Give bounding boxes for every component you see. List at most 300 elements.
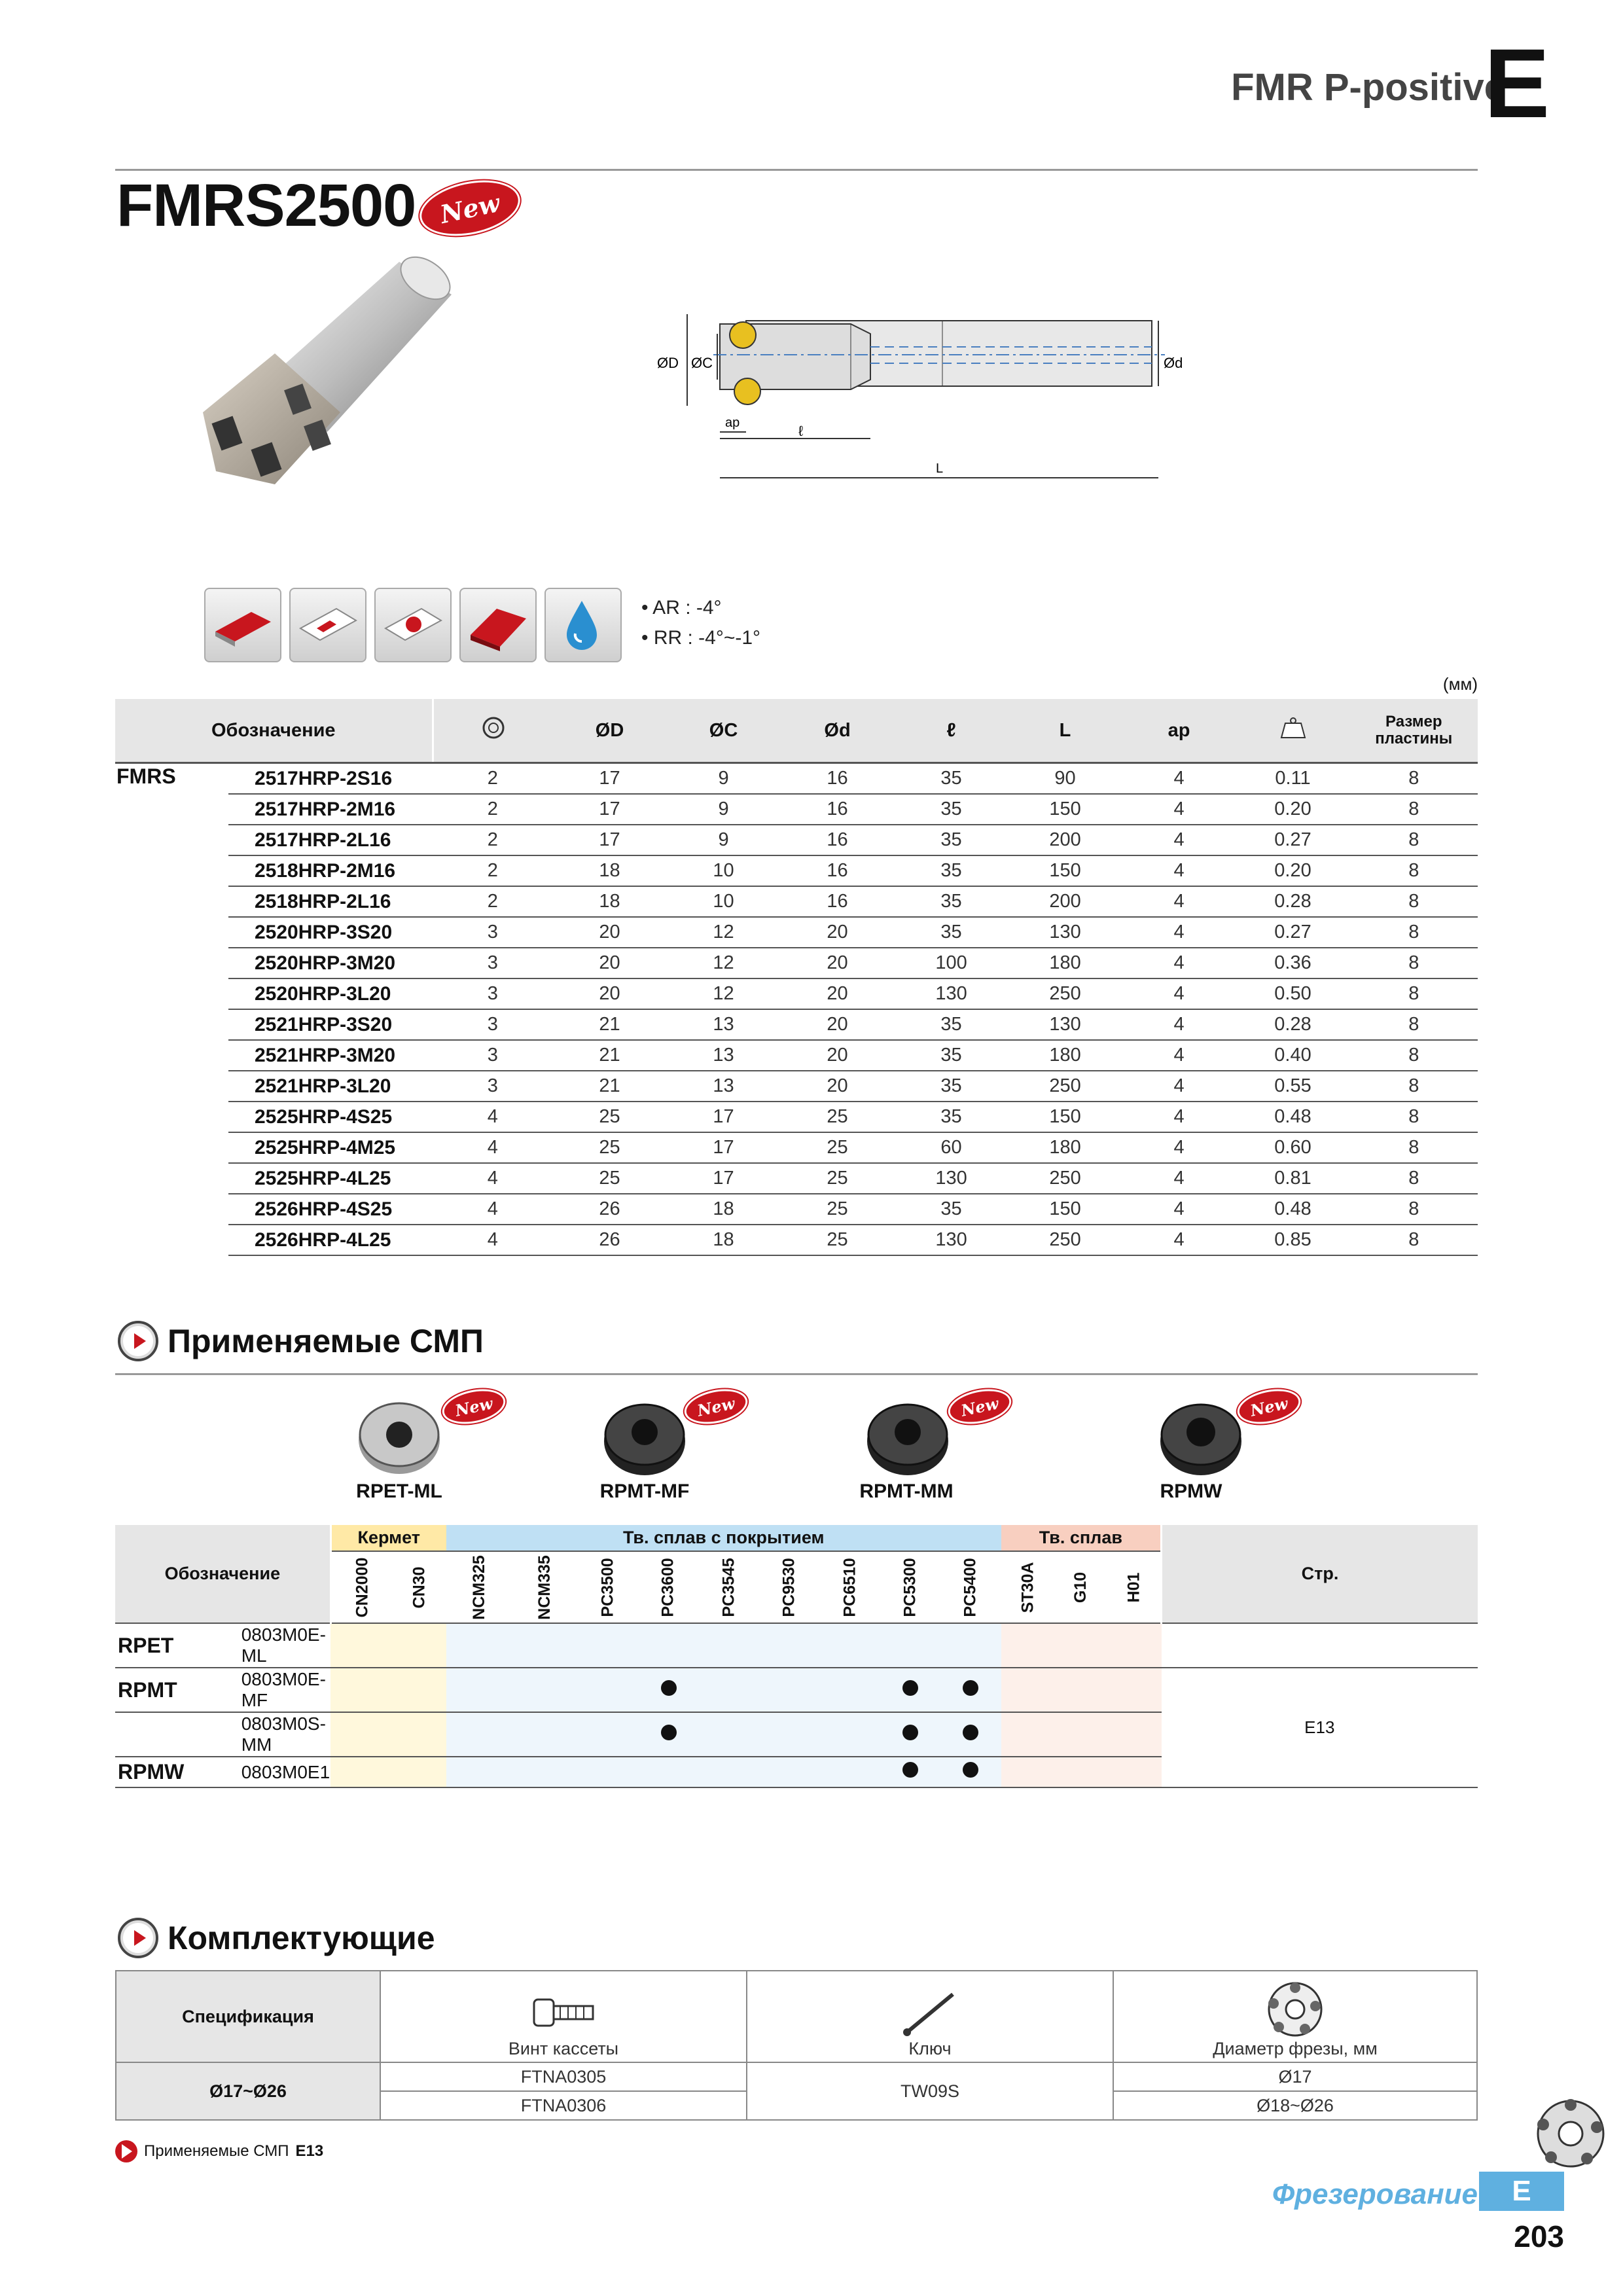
designation-cell: 2518HRP-2M16 [228, 855, 433, 886]
value-cell: 130 [895, 1225, 1008, 1255]
value-cell: 0.27 [1236, 825, 1350, 855]
value-cell: 180 [1008, 1040, 1122, 1071]
grade-header-label: CN30 [410, 1566, 429, 1608]
inserts-title-text: Применяемые СМП [168, 1323, 484, 1359]
table-row [115, 978, 1478, 1009]
value-cell: 12 [667, 948, 781, 978]
grade-cell [1001, 1757, 1055, 1787]
value-cell: 25 [553, 1132, 667, 1163]
value-cell: 2 [433, 763, 553, 795]
diameter-value-2: Ø18~Ø26 [1113, 2091, 1477, 2120]
value-cell: 130 [1008, 917, 1122, 948]
value-cell: 20 [553, 948, 667, 978]
value-cell: 20 [781, 1040, 895, 1071]
availability-dot-icon [963, 1762, 978, 1778]
page-ref: E13 [1162, 1668, 1478, 1787]
l-big-header: L [1008, 699, 1122, 763]
table-row [115, 1071, 1478, 1102]
grade-cell [1001, 1712, 1055, 1757]
grade-header-label: PC6510 [840, 1557, 859, 1617]
insert-rpmw-image [1152, 1394, 1250, 1479]
value-cell: 0.20 [1236, 794, 1350, 825]
insert-label-rpmt-mm: RPMT-MM [859, 1480, 954, 1502]
insert-new-badge-1: New [439, 1384, 508, 1429]
value-cell: 35 [895, 855, 1008, 886]
diameter-column [1113, 1971, 1477, 2062]
insert-code: 0803M0E-ML [241, 1623, 330, 1668]
grade-cell [446, 1757, 512, 1787]
designation-cell: 2520HRP-3L20 [228, 978, 433, 1009]
value-cell: 26 [553, 1225, 667, 1255]
grade-cell [330, 1623, 393, 1668]
value-cell: 130 [1008, 1009, 1122, 1040]
value-cell: 8 [1350, 1225, 1478, 1255]
value-cell: 3 [433, 1040, 553, 1071]
grade-cell [512, 1668, 578, 1712]
insert-code: 0803M0E-MF [241, 1668, 330, 1712]
value-cell: 8 [1350, 917, 1478, 948]
weight-header [1236, 699, 1350, 763]
designation-cell: 2526HRP-4L25 [228, 1225, 433, 1255]
grade-header-label: PC3545 [719, 1557, 738, 1617]
value-cell: 12 [667, 917, 781, 948]
spec-label: Спецификация [116, 1971, 380, 2062]
value-cell: 20 [781, 1071, 895, 1102]
value-cell: 8 [1350, 948, 1478, 978]
value-cell: 13 [667, 1040, 781, 1071]
value-cell: 90 [1008, 763, 1122, 795]
od-header: ØD [553, 699, 667, 763]
radial-rake-angle: • RR : -4°~-1° [641, 627, 761, 649]
value-cell: 250 [1008, 1071, 1122, 1102]
grade-cell [512, 1712, 578, 1757]
insert-family [115, 1712, 241, 1757]
value-cell: 35 [895, 825, 1008, 855]
value-cell: 20 [553, 978, 667, 1009]
grade-cell [512, 1757, 578, 1787]
grade-cell [820, 1668, 880, 1712]
table-row [115, 1225, 1478, 1255]
value-cell: 35 [895, 886, 1008, 917]
value-cell: 130 [895, 1163, 1008, 1194]
value-cell: 12 [667, 978, 781, 1009]
cutter-icon [1259, 1980, 1331, 2039]
grade-cell [330, 1712, 393, 1757]
key-icon [894, 1986, 966, 2039]
tool-spec-table [115, 699, 1478, 1256]
table-row [115, 794, 1478, 825]
face-milling-icon [204, 588, 281, 662]
ap-header: ap [1122, 699, 1236, 763]
footer-section-letter: E [1479, 2172, 1564, 2211]
screw-column-label: Винт кассеты [508, 2039, 619, 2058]
product-title: FMRS2500 [116, 172, 416, 239]
grade-cell [638, 1623, 698, 1668]
value-cell: 9 [667, 763, 781, 795]
value-cell: 35 [895, 794, 1008, 825]
value-cell: 20 [781, 978, 895, 1009]
value-cell: 100 [895, 948, 1008, 978]
grade-cell [393, 1757, 446, 1787]
insert-label-rpmt-mf: RPMT-MF [599, 1480, 690, 1502]
key-column-label: Ключ [908, 2039, 952, 2058]
section-letter: E [1484, 28, 1550, 138]
section-title: FMR P-positive [1231, 66, 1505, 109]
value-cell: 25 [781, 1225, 895, 1255]
weight-icon [1280, 717, 1306, 739]
grade-cell [330, 1757, 393, 1787]
grade-cell [1001, 1623, 1055, 1668]
l-small-header: ℓ [895, 699, 1008, 763]
value-cell: 4 [433, 1102, 553, 1132]
grade-header [699, 1551, 759, 1623]
value-cell: 0.81 [1236, 1163, 1350, 1194]
value-cell: 35 [895, 1102, 1008, 1132]
value-cell: 0.48 [1236, 1102, 1350, 1132]
insert-code: 0803M0E1 [241, 1757, 330, 1787]
value-cell: 4 [1122, 886, 1236, 917]
value-cell: 180 [1008, 948, 1122, 978]
grade-cell [940, 1757, 1001, 1787]
odd-header: Ød [781, 699, 895, 763]
value-cell: 16 [781, 886, 895, 917]
value-cell: 3 [433, 1009, 553, 1040]
availability-dot-icon [902, 1725, 918, 1740]
value-cell: 8 [1350, 1102, 1478, 1132]
grade-cell [393, 1668, 446, 1712]
grade-cell [1055, 1623, 1108, 1668]
slot-milling-icon [289, 588, 366, 662]
diameter-column-label: Диаметр фрезы, мм [1213, 2039, 1378, 2058]
value-cell: 35 [895, 763, 1008, 795]
insert-rpmt-mf-image [596, 1394, 694, 1479]
value-cell: 4 [1122, 948, 1236, 978]
grade-cell [1107, 1623, 1161, 1668]
grade-header [1107, 1551, 1161, 1623]
table-row [115, 1009, 1478, 1040]
grade-cell [880, 1668, 940, 1712]
page-ref-cell [1162, 1623, 1478, 1668]
screw-column [380, 1971, 747, 2062]
footer-cutter-icon [1525, 2094, 1610, 2173]
insert-family: RPMW [115, 1757, 241, 1787]
odd-label: Ød [1164, 355, 1183, 371]
value-cell: 8 [1350, 763, 1478, 795]
new-badge: New [414, 172, 525, 245]
value-cell: 8 [1350, 1132, 1478, 1163]
footer-reference-link[interactable] [115, 2140, 323, 2162]
insert-rpet-ml-image [350, 1394, 448, 1479]
grade-cell [699, 1668, 759, 1712]
value-cell: 150 [1008, 1194, 1122, 1225]
grade-header [940, 1551, 1001, 1623]
grade-header-label: G10 [1071, 1571, 1090, 1603]
value-cell: 35 [895, 1040, 1008, 1071]
table-row [115, 1102, 1478, 1132]
value-cell: 4 [1122, 1225, 1236, 1255]
grade-cell [820, 1712, 880, 1757]
value-cell: 18 [553, 886, 667, 917]
grade-cell [699, 1757, 759, 1787]
value-cell: 4 [1122, 1071, 1236, 1102]
grade-cell [1055, 1668, 1108, 1712]
value-cell: 4 [1122, 1102, 1236, 1132]
diameter-value-1: Ø17 [1113, 2062, 1477, 2091]
value-cell: 35 [895, 1194, 1008, 1225]
value-cell: 8 [1350, 1009, 1478, 1040]
section-arrow-icon [118, 1321, 158, 1361]
value-cell: 35 [895, 1071, 1008, 1102]
value-cell: 8 [1350, 825, 1478, 855]
grade-cell [1001, 1668, 1055, 1712]
grade-cell [330, 1668, 393, 1712]
insert-grade-table [115, 1525, 1478, 1788]
cutter-photo [177, 249, 478, 524]
designation-cell: 2517HRP-2S16 [228, 763, 433, 795]
grade-header [578, 1551, 638, 1623]
grade-header-label: CN2000 [353, 1557, 372, 1617]
value-cell: 0.20 [1236, 855, 1350, 886]
value-cell: 4 [1122, 855, 1236, 886]
table-row [115, 886, 1478, 917]
pocket-milling-icon [374, 588, 452, 662]
table-row [115, 855, 1478, 886]
grade-header [820, 1551, 880, 1623]
designation-cell: 2521HRP-3S20 [228, 1009, 433, 1040]
key-value: TW09S [747, 2062, 1113, 2120]
insert-family: RPET [115, 1623, 241, 1668]
value-cell: 2 [433, 886, 553, 917]
table-row [115, 825, 1478, 855]
value-cell: 180 [1008, 1132, 1122, 1163]
grade-header-label: PC9530 [779, 1557, 798, 1617]
insert-new-badge-3: New [945, 1384, 1014, 1429]
grade-header [512, 1551, 578, 1623]
value-cell: 4 [1122, 825, 1236, 855]
value-cell: 2 [433, 825, 553, 855]
designation-cell: 2525HRP-4S25 [228, 1102, 433, 1132]
value-cell: 10 [667, 886, 781, 917]
grade-cell [512, 1623, 578, 1668]
cermet-group-header: Кермет [330, 1525, 446, 1551]
footer-link-ref: E13 [295, 2142, 324, 2160]
designation-cell: 2517HRP-2L16 [228, 825, 433, 855]
insert-new-badge-2: New [681, 1384, 751, 1429]
availability-dot-icon [963, 1680, 978, 1696]
value-cell: 3 [433, 978, 553, 1009]
value-cell: 200 [1008, 825, 1122, 855]
screw-value-1: FTNA0305 [380, 2062, 747, 2091]
value-cell: 130 [895, 978, 1008, 1009]
availability-dot-icon [902, 1680, 918, 1696]
designation-cell: 2518HRP-2L16 [228, 886, 433, 917]
grade-header-label: H01 [1124, 1572, 1143, 1602]
value-cell: 20 [781, 1009, 895, 1040]
grade-header-label: PC5300 [901, 1557, 919, 1617]
table-row [115, 1623, 1478, 1668]
insert-label-rpet-ml: RPET-ML [356, 1480, 442, 1502]
value-cell: 0.28 [1236, 886, 1350, 917]
accessories-section-title [118, 1918, 435, 1958]
section-arrow-icon [118, 1918, 158, 1958]
ins-designation-header: Обозначение [115, 1525, 330, 1623]
value-cell: 0.11 [1236, 763, 1350, 795]
value-cell: 17 [553, 794, 667, 825]
page-col-header: Стр. [1162, 1525, 1478, 1623]
value-cell: 16 [781, 855, 895, 886]
value-cell: 8 [1350, 978, 1478, 1009]
value-cell: 60 [895, 1132, 1008, 1163]
grade-cell [638, 1668, 698, 1712]
designation-cell: 2521HRP-3L20 [228, 1071, 433, 1102]
accessories-title-text: Комплектующие [168, 1920, 435, 1956]
value-cell: 0.85 [1236, 1225, 1350, 1255]
value-cell: 4 [1122, 1194, 1236, 1225]
value-cell: 3 [433, 948, 553, 978]
designation-cell: 2520HRP-3S20 [228, 917, 433, 948]
designation-cell: 2525HRP-4L25 [228, 1163, 433, 1194]
value-cell: 25 [781, 1102, 895, 1132]
value-cell: 26 [553, 1194, 667, 1225]
insert-code: 0803M0S-MM [241, 1712, 330, 1757]
grade-header [446, 1551, 512, 1623]
insert-new-badge-4: New [1234, 1384, 1304, 1429]
grade-cell [759, 1712, 819, 1757]
accessories-table [115, 1970, 1478, 2121]
grade-cell [759, 1668, 819, 1712]
value-cell: 17 [667, 1163, 781, 1194]
value-cell: 25 [781, 1163, 895, 1194]
value-cell: 2 [433, 855, 553, 886]
value-cell: 25 [553, 1163, 667, 1194]
value-cell: 4 [433, 1132, 553, 1163]
coolant-icon [544, 588, 622, 662]
insert-family: RPMT [115, 1668, 241, 1712]
table-row [115, 1040, 1478, 1071]
value-cell: 20 [781, 917, 895, 948]
availability-dot-icon [661, 1680, 677, 1696]
l-big-label: L [936, 461, 944, 476]
grade-cell [699, 1712, 759, 1757]
value-cell: 10 [667, 855, 781, 886]
value-cell: 13 [667, 1009, 781, 1040]
ramping-icon [459, 588, 537, 662]
value-cell: 35 [895, 917, 1008, 948]
grade-header-label: PC3600 [659, 1557, 678, 1617]
value-cell: 20 [781, 948, 895, 978]
grade-header [880, 1551, 940, 1623]
grade-header [638, 1551, 698, 1623]
designation-cell: 2525HRP-4M25 [228, 1132, 433, 1163]
grade-cell [699, 1623, 759, 1668]
table-row [115, 1163, 1478, 1194]
grade-cell [880, 1712, 940, 1757]
value-cell: 9 [667, 794, 781, 825]
grade-header [1055, 1551, 1108, 1623]
insert-label-rpmw: RPMW [1160, 1480, 1222, 1502]
axial-rake-angle: • AR : -4° [641, 597, 722, 619]
value-cell: 8 [1350, 1071, 1478, 1102]
value-cell: 4 [433, 1225, 553, 1255]
grade-cell [638, 1712, 698, 1757]
availability-dot-icon [661, 1725, 677, 1740]
coated-group-header: Тв. сплав с покрытием [446, 1525, 1001, 1551]
grade-cell [1107, 1712, 1161, 1757]
value-cell: 150 [1008, 855, 1122, 886]
value-cell: 250 [1008, 1163, 1122, 1194]
grade-cell [446, 1668, 512, 1712]
value-cell: 4 [1122, 794, 1236, 825]
grade-cell [880, 1757, 940, 1787]
insert-rpmt-mm-image [859, 1394, 957, 1479]
table-row [115, 948, 1478, 978]
z-header [433, 699, 553, 763]
grade-header-label: NCM335 [535, 1554, 554, 1620]
value-cell: 17 [667, 1132, 781, 1163]
grade-cell [393, 1712, 446, 1757]
value-cell: 200 [1008, 886, 1122, 917]
value-cell: 0.60 [1236, 1132, 1350, 1163]
table-row [115, 1194, 1478, 1225]
value-cell: 0.48 [1236, 1194, 1350, 1225]
designation-header: Обозначение [115, 699, 433, 763]
value-cell: 4 [1122, 1163, 1236, 1194]
grade-cell [940, 1623, 1001, 1668]
value-cell: 8 [1350, 794, 1478, 825]
screw-value-2: FTNA0306 [380, 2091, 747, 2120]
value-cell: 2 [433, 794, 553, 825]
value-cell: 250 [1008, 978, 1122, 1009]
value-cell: 3 [433, 917, 553, 948]
value-cell: 0.36 [1236, 948, 1350, 978]
grade-cell [578, 1623, 638, 1668]
grade-header [330, 1551, 393, 1623]
grade-header-label: ST30A [1018, 1562, 1037, 1613]
table-row [115, 1132, 1478, 1163]
teeth-count-icon [481, 715, 506, 740]
availability-dot-icon [902, 1762, 918, 1778]
value-cell: 18 [553, 855, 667, 886]
grade-cell [759, 1757, 819, 1787]
table-row [115, 917, 1478, 948]
value-cell: 4 [433, 1194, 553, 1225]
value-cell: 9 [667, 825, 781, 855]
header-rule [115, 169, 1478, 171]
unit-label: (мм) [1442, 674, 1478, 694]
table-row [115, 763, 1478, 795]
value-cell: 8 [1350, 1163, 1478, 1194]
grade-header-label: NCM325 [469, 1554, 488, 1620]
grade-cell [759, 1623, 819, 1668]
grade-cell [1055, 1712, 1108, 1757]
od-label: ØD [657, 355, 679, 371]
grade-cell [1107, 1668, 1161, 1712]
designation-cell: 2520HRP-3M20 [228, 948, 433, 978]
grade-header-label: PC3500 [598, 1557, 617, 1617]
value-cell: 20 [553, 917, 667, 948]
value-cell: 4 [1122, 1009, 1236, 1040]
footer-arrow-icon [115, 2140, 137, 2162]
designation-cell: 2526HRP-4S25 [228, 1194, 433, 1225]
value-cell: 17 [553, 825, 667, 855]
family-label: FMRS [116, 764, 176, 788]
screw-icon [527, 1986, 599, 2039]
value-cell: 8 [1350, 855, 1478, 886]
grade-header [393, 1551, 446, 1623]
value-cell: 21 [553, 1040, 667, 1071]
grade-cell [638, 1757, 698, 1787]
value-cell: 16 [781, 794, 895, 825]
